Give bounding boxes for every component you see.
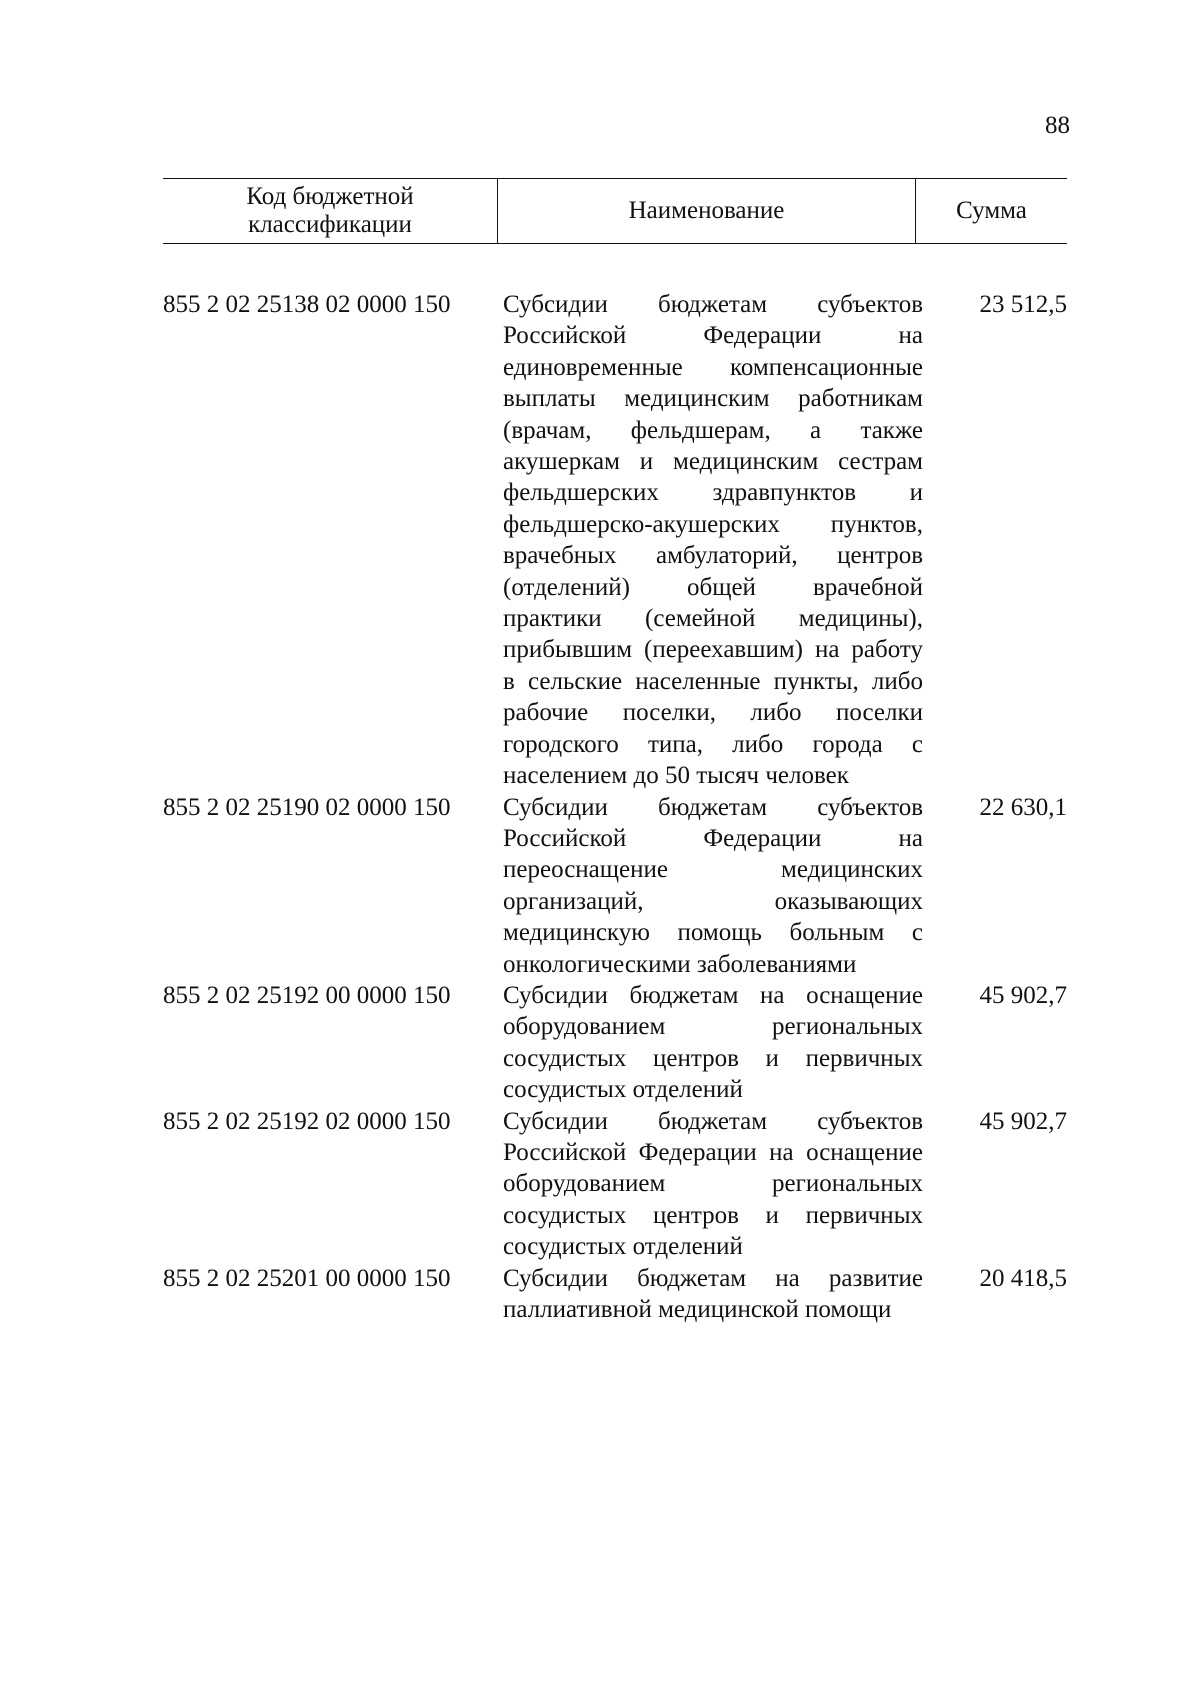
header-name: Наименование bbox=[628, 197, 785, 224]
table-body bbox=[163, 289, 1067, 1325]
table-row bbox=[163, 289, 1067, 792]
table-row bbox=[163, 1263, 1067, 1326]
header-sum: Сумма bbox=[956, 197, 1027, 224]
row-name: Субсидии бюджетам субъектов Российской Федерации на переоснащение медицинских организаций, оказывающих медицинскую помощь больным с онкологическими заболеваниями bbox=[503, 793, 923, 978]
page-number: 88 bbox=[1045, 112, 1070, 139]
table-header bbox=[163, 178, 1067, 244]
row-name: Субсидии бюджетам субъектов Российской Федерации на единовременные компенсационные выплаты медицинским работникам (врачам, фельдшерам, а также акушеркам и медицинским сестрам фельдшерских здравпунктов и фельдшерско-акушерских пунктов, врачебных амбулаторий, центров (отделений) общей врачебной практики (семейной медицины), прибывшим (переехавшим) на работу в сельские населенные пункты, либо рабочие поселки, либо поселки городского типа, либо города с населением до 50 тысяч человек bbox=[503, 291, 923, 790]
row-code: 855 2 02 25192 00 0000 150 bbox=[163, 981, 451, 1009]
row-code: 855 2 02 25201 00 0000 150 bbox=[163, 1264, 451, 1292]
header-code: Код бюджетной классификации bbox=[246, 183, 414, 238]
row-sum: 20 418,5 bbox=[979, 1264, 1067, 1292]
row-sum: 45 902,7 bbox=[979, 1107, 1067, 1135]
row-code: 855 2 02 25192 02 0000 150 bbox=[163, 1107, 451, 1135]
table-row bbox=[163, 792, 1067, 980]
row-sum: 23 512,5 bbox=[979, 291, 1067, 318]
table-row bbox=[163, 980, 1067, 1106]
row-code: 855 2 02 25190 02 0000 150 bbox=[163, 793, 451, 821]
row-sum: 45 902,7 bbox=[979, 981, 1067, 1009]
row-sum: 22 630,1 bbox=[979, 793, 1067, 821]
row-code: 855 2 02 25138 02 0000 150 bbox=[163, 291, 451, 318]
table-row bbox=[163, 1106, 1067, 1263]
row-name: Субсидии бюджетам на оснащение оборудованием региональных сосудистых центров и первичных сосудистых отделений bbox=[503, 981, 923, 1104]
row-name: Субсидии бюджетам субъектов Российской Федерации на оснащение оборудованием региональных сосудистых центров и первичных сосудистых отделений bbox=[503, 1107, 923, 1261]
row-name: Субсидии бюджетам на развитие паллиативной медицинской помощи bbox=[503, 1264, 923, 1323]
